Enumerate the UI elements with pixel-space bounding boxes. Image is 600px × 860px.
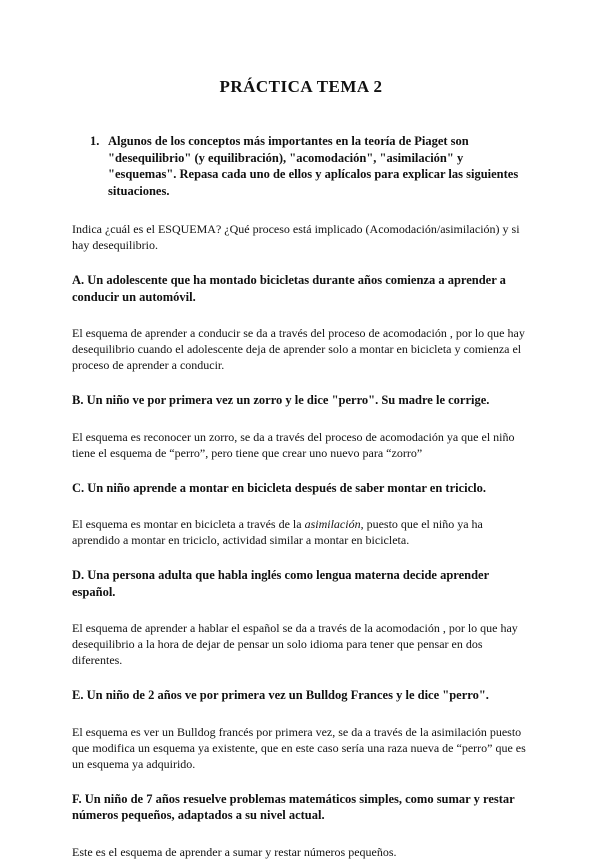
answer-text-start: El esquema es montar en bicicleta a través de la	[72, 517, 305, 531]
section-heading: E. Un niño de 2 años ve por primera vez un Bulldog Frances y le dice "perro".	[72, 688, 489, 702]
section-heading: A. Un adolescente que ha montado bicicletas durante años comienza a aprender a conducir un automóvil.	[72, 273, 506, 304]
section-f	[72, 791, 530, 860]
section-heading: F. Un niño de 7 años resuelve problemas matemáticos simples, como sumar y restar números pequeños, adaptados a su nivel actual.	[72, 791, 515, 822]
page-title: PRÁCTICA TEMA 2	[219, 77, 383, 96]
question-1	[90, 133, 530, 199]
question-number: 1.	[90, 134, 100, 148]
section-answer: Este es el esquema de aprender a sumar y restar números pequeños.	[72, 844, 397, 859]
instructions-paragraph: Indica ¿cuál es el ESQUEMA? ¿Qué proceso está implicado (Acomodación/asimilación) y si hay desequilibrio.	[72, 222, 520, 252]
section-a	[72, 272, 530, 373]
section-c	[72, 480, 530, 549]
section-answer: El esquema de aprender a hablar el español se da a través de la acomodación , por lo que hay desequilibrio a la hora de dejar de pensar un solo idioma para tener que pensar en dos diferentes.	[72, 621, 518, 667]
answer-emphasis: asimilación	[304, 517, 361, 531]
section-answer: El esquema es reconocer un zorro, se da a través del proceso de acomodación ya que el niño tiene el esquema de “perro”, pero tiene que crear uno nuevo para “zorro”	[72, 429, 515, 460]
section-heading: B. Un niño ve por primera vez un zorro y le dice "perro". Su madre le corrige.	[72, 393, 490, 407]
section-e	[72, 687, 530, 772]
section-d	[72, 567, 530, 668]
question-text: Algunos de los conceptos más importantes en la teoría de Piaget son "desequilibrio" (y equilibración), "acomodación", "asimilación" y "esquemas". Repasa cada uno de ellos y aplícalos para explicar las siguientes situaciones.	[108, 134, 519, 198]
section-answer: El esquema de aprender a conducir se da a través del proceso de acomodación , por lo que hay desequilibrio cuando el adolescente deja de aprender solo a montar en bicicleta y comienza el proceso de aprender a conducir.	[72, 326, 525, 372]
section-heading: D. Una persona adulta que habla inglés como lengua materna decide aprender español.	[72, 568, 489, 599]
section-answer: El esquema es ver un Bulldog francés por primera vez, se da a través de la asimilación puesto que modifica un esquema ya existente, que en este caso sería una raza nueva de “perro” que es un esquema ya adquirido.	[72, 724, 526, 771]
section-b	[72, 392, 530, 461]
section-heading: C. Un niño aprende a montar en bicicleta después de saber montar en triciclo.	[72, 480, 487, 495]
answer-text-end: , puesto que el niño ya ha aprendido a montar en triciclo, actividad similar a montar en bicicleta.	[72, 517, 483, 547]
section-answer	[72, 516, 530, 548]
